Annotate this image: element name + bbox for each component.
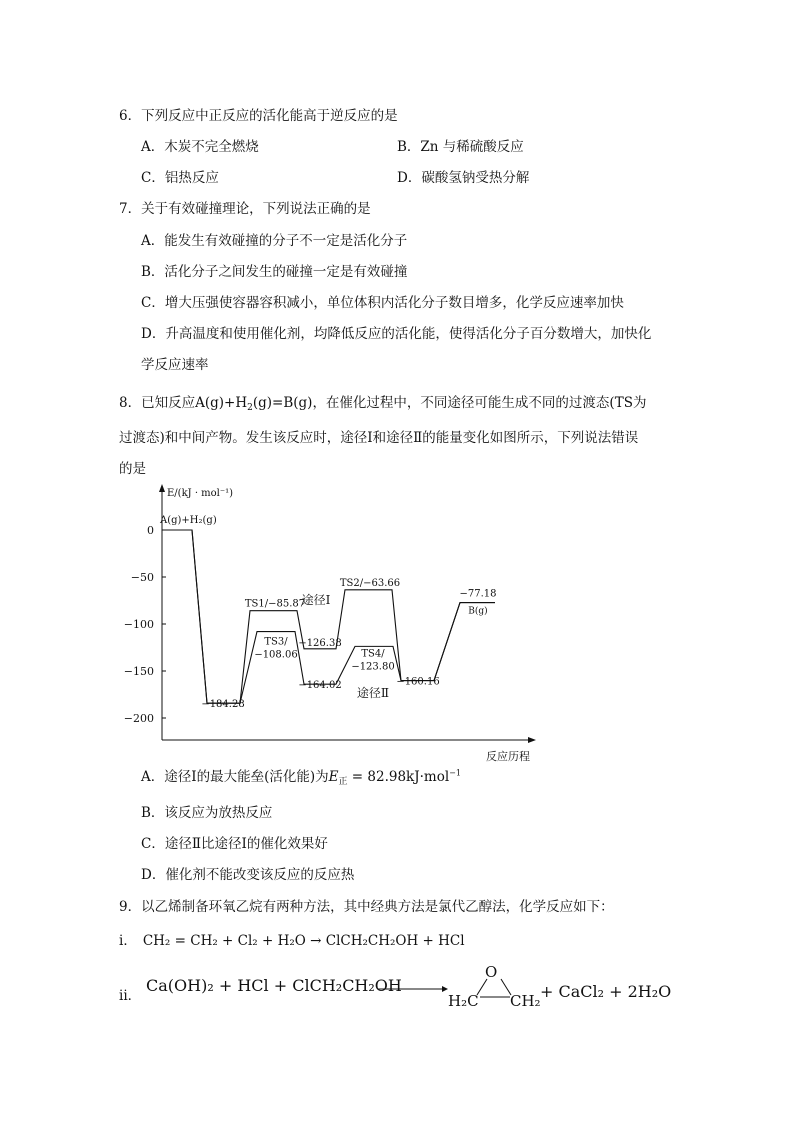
- diagram-levels: [162, 530, 495, 703]
- level-label-ts3-b: −108.06: [254, 649, 298, 661]
- q8-option-a: [141, 765, 461, 787]
- q9-ii-lhs: Ca(OH)₂ + HCl + ClCH₂CH₂OH: [146, 976, 402, 995]
- q7-stem: 7．关于有效碰撞理论，下列说法正确的是: [119, 201, 371, 217]
- q9-i-equation: CH₂ = CH₂ + Cl₂ + H₂O → ClCH₂CH₂OH + HCl: [142, 933, 465, 949]
- q6-option-d: D．碳酸氢钠受热分解: [397, 170, 530, 186]
- diagram-labels: [124, 488, 530, 763]
- pathway-2-line: [162, 530, 495, 703]
- q9-stem: 9．以乙烯制备环氧乙烷有两种方法，其中经典方法是氯代乙醇法，化学反应如下：: [119, 899, 614, 915]
- y-tick-label: −150: [123, 665, 154, 678]
- level-label-end: −77.18: [459, 588, 497, 600]
- level-label-ts4-a: TS4/: [361, 648, 385, 660]
- y-tick-label: 0: [147, 524, 154, 537]
- y-tick-label: −50: [130, 571, 154, 584]
- x-axis-label: 反应历程: [486, 750, 530, 763]
- q8-option-a-value: = 82.98kJ·mol: [347, 769, 450, 785]
- q8-eq-part2: (g)=B(g): [252, 395, 313, 411]
- x-axis-arrow: [528, 737, 536, 743]
- q8-stem-suffix: ，在催化过程中，不同途径可能生成不同的过渡态(TS为: [312, 395, 647, 411]
- q8-option-c: C．途径Ⅱ比途径Ⅰ的催化效果好: [141, 836, 328, 852]
- q8-stem-line3: 的是: [119, 461, 146, 477]
- level-label-v0: −184.28: [201, 699, 245, 711]
- y-axis-label: E/(kJ · mol⁻¹): [167, 488, 234, 499]
- q8-option-a-prefix: A．途径Ⅰ的最大能垒(活化能)为: [141, 769, 329, 785]
- q8-eq-sub: 2: [247, 403, 253, 413]
- energy-diagram: [110, 480, 540, 763]
- q6-option-a: A．木炭不完全燃烧: [141, 139, 259, 155]
- q8-stem-prefix: 8．已知反应: [119, 395, 196, 411]
- q9-epoxide-h2c: H₂C: [448, 992, 479, 1010]
- level-label-m2: −164.02: [298, 680, 342, 692]
- q9-epoxide-ch2: CH₂: [510, 992, 541, 1010]
- q7-option-a: A．能发生有效碰撞的分子不一定是活化分子: [141, 233, 408, 249]
- q8-option-a-e: E: [328, 769, 339, 785]
- level-label-m3: −160.16: [396, 676, 440, 688]
- start-label: A(g)+H₂(g): [160, 515, 217, 526]
- level-label-m1: −126.38: [298, 637, 342, 649]
- y-tick-label: −100: [123, 618, 154, 631]
- q7-option-c: C．增大压强使容器容积减小，单位体积内活化分子数目增多，化学反应速率加快: [141, 295, 624, 311]
- q9-reaction-i: [119, 929, 465, 949]
- pathway-1-line: [162, 530, 495, 703]
- q6-option-b: B．Zn 与稀硫酸反应: [397, 139, 524, 155]
- q9-ii-label: ii．: [119, 988, 142, 1004]
- level-label-ts4-b: −123.80: [351, 661, 395, 673]
- q8-stem-eq: [195, 395, 312, 411]
- q7-option-d-line2: 学反应速率: [141, 357, 209, 373]
- level-label-ts3-a: TS3/: [264, 636, 288, 648]
- q9-ii-rhs: + CaCl₂ + 2H₂O: [540, 982, 672, 1001]
- q8-option-a-sup: −1: [449, 768, 461, 778]
- level-label-product: B(g): [468, 606, 488, 617]
- level-label-ts1: TS1/−85.87: [244, 598, 306, 610]
- q7-option-b: B．活化分子之间发生的碰撞一定是有效碰撞: [141, 264, 408, 280]
- y-tick-label: −200: [123, 712, 154, 725]
- q8-stem-line2: 过渡态)和中间产物。发生该反应时，途径Ⅰ和途径Ⅱ的能量变化如图所示，下列说法错误: [119, 430, 639, 446]
- q9-epoxide-o: O: [485, 963, 498, 981]
- q9-i-label: i．: [119, 933, 137, 949]
- pathway-2-label: 途径Ⅱ: [356, 686, 390, 701]
- q6-stem: 6．下列反应中正反应的活化能高于逆反应的是: [119, 108, 398, 124]
- q6-option-c: C．铝热反应: [141, 170, 219, 186]
- level-label-ts2: TS2/−63.66: [339, 577, 401, 589]
- q8-option-a-e-sub: 正: [338, 777, 348, 787]
- q8-option-d: D．催化剂不能改变该反应的反应热: [141, 867, 355, 883]
- q8-eq-part1: A(g)+H: [195, 395, 248, 411]
- q7-option-d-line1: D．升高温度和使用催化剂，均降低反应的活化能，使得活化分子百分数增大，加快化: [141, 326, 652, 342]
- q8-stem: [119, 391, 646, 413]
- y-axis-arrow: [159, 484, 165, 492]
- q8-option-b: B．该反应为放热反应: [141, 805, 273, 821]
- pathway-1-label: 途径Ⅰ: [301, 592, 331, 607]
